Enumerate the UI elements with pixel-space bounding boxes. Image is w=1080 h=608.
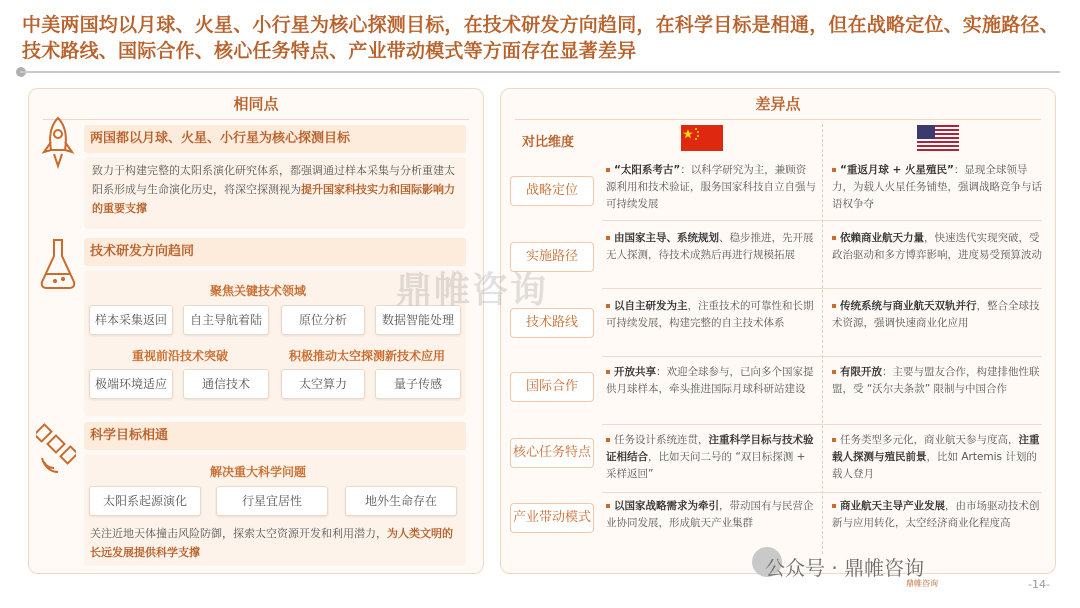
chip-sample-return: 样本采集返回 — [89, 305, 173, 335]
chip-autonomous-landing: 自主导航着陆 — [183, 305, 269, 335]
section-title-science: 科学目标相通 — [84, 422, 466, 450]
chip-quantum-sensing: 量子传感 — [375, 369, 461, 399]
row-divider — [602, 424, 1042, 425]
center-watermark: 鼎帷咨询 — [396, 270, 549, 311]
similarities-header: 相同点 — [233, 95, 279, 113]
cn-industry: 以国家战略需求为牵引，带动国有与民营企业协同发展，形成航天产业集群 — [606, 500, 814, 529]
rocket-icon — [38, 114, 78, 170]
column-separator — [822, 124, 823, 554]
us-mission: 任务类型多元化，商业航天参与度高，注重载人探测与殖民前景，比如 Artemis 计划的载人登月 — [832, 434, 1040, 480]
cn-implementation: 由国家主导、系统规划、稳步推进，先开展无人探测，待技术成熟后再进行规模拓展 — [606, 232, 814, 261]
cn-strategy: “太阳系考古”：以科学研究为主，兼顾资源利用和技术验证，服务国家科技自立自强与可持续发展 — [606, 164, 816, 210]
us-industry: 商业航天主导产业发展，由市场驱动技术创新与应用转化，太空经济商业化程度高 — [832, 500, 1040, 529]
header-line — [515, 119, 1041, 120]
row-divider — [602, 220, 1042, 221]
chip-habitability: 行星宜居性 — [216, 486, 328, 516]
dimension-strategy: 战略定位 — [510, 176, 594, 206]
brand-badge: 鼎帷咨询 — [906, 579, 938, 588]
page-title: 中美两国均以月球、火星、小行星为核心探测目标，在技术研发方向趋同，在科学目标是相通，但在战略定位、实施路径、技术路线、国际合作、核心任务特点、产业带动模式等方面存在显著差异 — [22, 14, 1059, 62]
subhead-science: 解决重大科学问题 — [210, 465, 307, 479]
subhead-new-tech: 积极推动太空探测新技术应用 — [289, 349, 446, 363]
dimension-header: 对比维度 — [522, 135, 575, 150]
satellite-icon — [36, 418, 76, 474]
section-title-targets: 两国都以月球、火星、小行星为核心探测目标 — [84, 125, 466, 153]
section-title-tech: 技术研发方向趋同 — [84, 238, 466, 266]
cn-tech-route: 以自主研发为主，注重技术的可靠性和长期可持续发展，构建完整的自主技术体系 — [606, 300, 814, 329]
china-flag — [681, 125, 723, 151]
us-tech-route: 传统系统与商业航天双轨并行，整合全球技术资源，强调快速商业化应用 — [832, 300, 1040, 329]
title-divider — [20, 71, 1060, 73]
footer-watermark: 公众号 · 鼎帷咨询 — [765, 556, 925, 580]
dimension-cooperation: 国际合作 — [510, 372, 594, 402]
dimension-mission: 核心任务特点 — [510, 438, 594, 468]
chip-in-situ-analysis: 原位分析 — [281, 305, 365, 335]
row-divider — [602, 288, 1042, 289]
dimension-tech-route: 技术路线 — [510, 308, 594, 338]
flask-icon — [38, 236, 78, 292]
chip-extreme-env: 极端环境适应 — [89, 369, 173, 399]
row-divider — [602, 356, 1042, 357]
differences-header: 差异点 — [755, 95, 801, 113]
dimension-implementation: 实施路径 — [510, 242, 594, 272]
chip-space-compute: 太空算力 — [281, 369, 365, 399]
us-implementation: 依赖商业航天力量，快速迭代实现突破，受政治驱动和多方博弈影响，进度易受预算波动 — [832, 232, 1042, 261]
cn-mission: 任务设计系统连贯，注重科学目标与技术验证相结合，比如天问二号的 “双目标探测 + 采样返回” — [606, 434, 814, 480]
cn-cooperation: 开放共享：欢迎全球参与，已向多个国家提供月球样本，牵头推进国际月球科研站建设 — [606, 366, 814, 395]
subhead-frontier: 重视前沿技术突破 — [132, 349, 229, 363]
us-strategy: “重返月球 + 火星殖民”：显现全球领导力，为载人火星任务铺垫，强调战略竞争与话语权争夺 — [832, 164, 1042, 210]
us-cooperation: 有限开放：主要与盟友合作，构建排他性联盟，受 “沃尔夫条款” 限制与中国合作 — [832, 366, 1040, 395]
usa-flag — [917, 125, 959, 151]
dimension-industry: 产业带动模式 — [510, 503, 594, 533]
chip-communication: 通信技术 — [183, 369, 269, 399]
chip-life: 地外生命存在 — [345, 486, 457, 516]
subhead-key-tech: 聚焦关键技术领域 — [210, 284, 307, 298]
chip-data-processing: 数据智能处理 — [375, 305, 461, 335]
page-number: -14- — [1028, 578, 1050, 591]
row-divider — [602, 492, 1042, 493]
header-line — [43, 119, 469, 120]
section-science-text: 关注近地天体撞击风险防御，探索太空资源开发和利用潜力，为人类文明的长远发展提供科学支撑 — [90, 527, 453, 559]
chip-origin: 太阳系起源演化 — [89, 486, 201, 516]
section-body-targets: 致力于构建完整的太阳系演化研究体系，都强调通过样本采集与分析重建太阳系形成与生命演化历史，将深空探测视为提升国家科技实力和国际影响力的重要支撑 — [84, 157, 466, 229]
